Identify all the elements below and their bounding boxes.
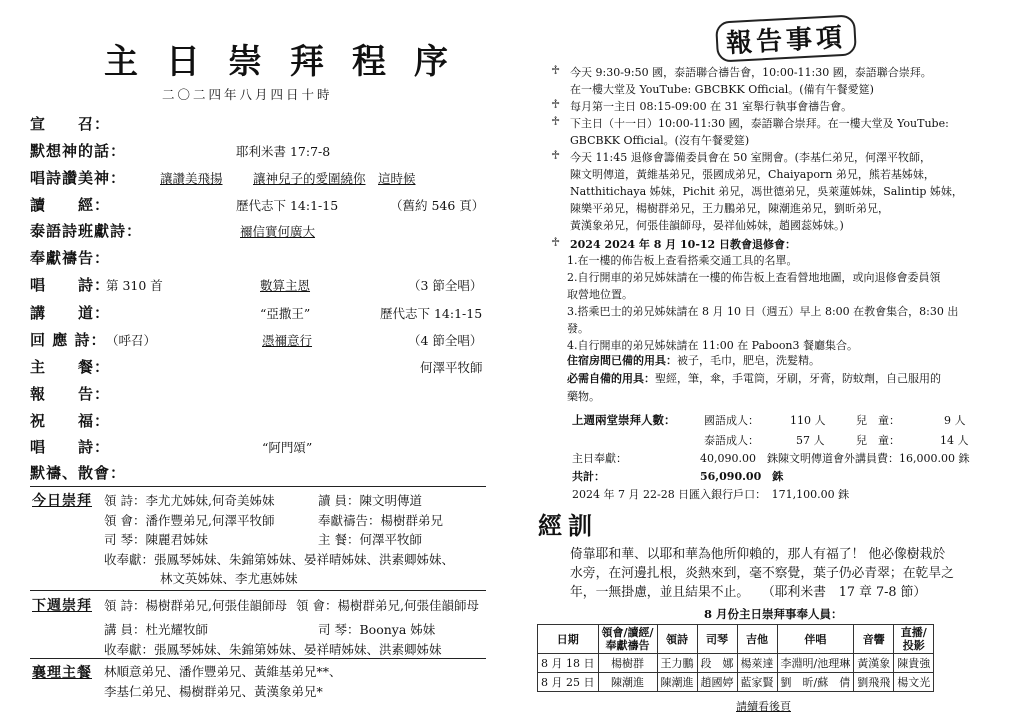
duty-header-cell: 司琴 (697, 625, 737, 654)
duty-cell: 楊文光 (894, 673, 934, 692)
order-content: （舊約 546 頁） (390, 198, 485, 213)
mandarin-adult-label: 國語成人： (704, 414, 759, 427)
order-content: “亞撒王” (260, 306, 311, 321)
verse-line-3: 年，一無掛慮，並且結果不止。 （耶利米書 17 章 7-8 節） (570, 585, 927, 600)
next-mc: 領 會：楊樹群弟兄,何張佳韻師母 (296, 598, 479, 613)
mandarin-child-count: 9 人 (944, 414, 966, 427)
announcement-line: 今天 9:30-9:50 國，泰語聯合禱告會，10:00-11:30 國，泰語聯合崇拜。 (570, 66, 932, 79)
retreat-line: 4.自行開車的弟兄姊妹請在 11:00 在 Paboon3 餐廳集合。 (567, 339, 859, 352)
duty-cell: 王力鵬 (657, 654, 697, 673)
duty-cell: 陳潮進 (598, 673, 657, 692)
today-lead: 領 詩：李尤尤姊妹,何奇美姊妹 (104, 493, 275, 508)
today-heading: 今日崇拜 (32, 493, 92, 509)
announcement-line: 黃漢象弟兄，何張佳韻師母，晏祥仙姊妹，趙國蕊姊妹。) (570, 219, 844, 232)
next-heading: 下週崇拜 (32, 598, 92, 614)
announcement-line: 陳樂平弟兄，楊樹群弟兄，王力鵬弟兄，陳潮進弟兄，劉昕弟兄， (570, 202, 889, 215)
thai-adult-count: 57 人 (796, 434, 825, 447)
duty-cell: 楊萊達 (737, 654, 777, 673)
duty-roster-table (537, 624, 934, 692)
duty-cell: 陳貴強 (894, 654, 934, 673)
order-content: 歷代志下 14:1-15 (236, 198, 339, 213)
order-content: （4 節全唱） (408, 333, 483, 348)
today-mc: 領 會：潘作豐弟兄,何澤平牧師 (104, 513, 275, 528)
thai-child-count: 14 人 (940, 434, 969, 447)
total-amount: 56,090.00 銖 (700, 470, 784, 483)
cross-icon: ♱ (551, 97, 561, 111)
duty-header-cell: 領詩 (657, 625, 697, 654)
announcement-line: 今天 11:45 退修會籌備委員會在 50 室開會。(李基仁弟兄，何澤平牧師， (570, 151, 931, 164)
duty-cell: 劉 昕/蘇 倩 (777, 673, 854, 692)
duty-header-cell: 伴唱 (777, 625, 854, 654)
verse-heading: 經訓 (538, 512, 598, 540)
divider (30, 658, 486, 659)
elders-line-2: 李基仁弟兄、楊樹群弟兄、黃漢象弟兄* (104, 684, 323, 699)
next-lead: 領 詩：楊樹群弟兄,何張佳韻師母 (104, 598, 287, 613)
today-interp: 讀 員：陳文明傳道 (318, 493, 422, 508)
service-date: 二〇二四年八月四日十時 (162, 87, 333, 102)
order-content: 憑禰意行 (262, 333, 313, 348)
duty-header-cell: 音響 (854, 625, 894, 654)
lecturer-fee: 陳文明傳道會外講員費：16,000.00 銖 (778, 452, 970, 465)
retreat-line: 取營地位置。 (567, 288, 633, 301)
today-ushers: 收奉獻：張鳳琴姊妹、朱錦第姊妹、晏祥晴姊妹、洪素卿姊妹、 (104, 552, 455, 567)
thai-adult-label: 泰語成人： (704, 434, 759, 447)
retreat-heading: 2024 2024 年 8 月 10-12 日教會退修會： (570, 238, 797, 251)
today-offering-prayer: 奉獻禱告：楊樹群弟兄 (318, 513, 444, 528)
cross-icon: ♱ (551, 148, 561, 162)
retreat-line: 2.自行開車的弟兄姊妹請在一樓的佈告板上查看營地地圖，或向退修會委員領 (567, 271, 941, 284)
order-content: 何澤平牧師 (420, 360, 483, 375)
next-ushers: 收奉獻：張鳳琴姊妹、朱錦第姊妹、晏祥晴姊妹、洪素卿姊妹 (104, 642, 442, 657)
today-ushers-cont: 林文英姊妹、李尤惠姊妹 (160, 571, 298, 586)
announcement-line: 下主日（十一日）10:00-11:30 國，泰語聯合崇拜。在一樓大堂及 YouTube: (570, 117, 949, 130)
order-content: 數算主恩 (260, 278, 311, 293)
elders-heading: 襄理主餐 (32, 665, 92, 681)
divider (30, 486, 486, 487)
duty-title: 8 月份主日崇拜事奉人員： (704, 607, 843, 621)
order-label: 默禱、散會： (30, 464, 127, 482)
order-content: 讓讚美飛揚 (160, 171, 223, 186)
order-label: 奉獻禱告： (30, 249, 111, 267)
duty-cell: 李淵明/池理琳 (777, 654, 854, 673)
order-label: 報 告： (30, 385, 111, 403)
retreat-bring: 必需自備的用具：聖經，筆，傘，手電筒，牙刷，牙膏，防蚊劑，自己服用的 (567, 372, 941, 385)
retreat-bring-cont: 藥物。 (567, 390, 600, 403)
order-content: （呼召） (106, 333, 157, 348)
order-label: 泰語詩班獻詩： (30, 222, 143, 240)
order-content: 禰信實何廣大 (240, 224, 316, 239)
cross-icon: ♱ (551, 63, 561, 77)
order-content: 第 310 首 (106, 278, 163, 293)
order-label: 默想神的話： (30, 142, 127, 160)
today-piano: 司 琴：陳麗君姊妹 (104, 532, 208, 547)
duty-header-cell: 直播/ 投影 (894, 625, 934, 654)
announcement-line: 每月第一主日 08:15-09:00 在 31 室舉行執事會禱告會。 (570, 100, 853, 113)
order-label: 唱 詩： (30, 276, 111, 294)
duty-cell: 段 娜 (697, 654, 737, 673)
retreat-line: 1.在一樓的佈告板上查看搭乘交通工具的名單。 (567, 254, 798, 267)
offering-amount: 40,090.00 銖 (700, 452, 778, 465)
order-label: 宣 召： (30, 115, 111, 133)
cross-icon: ♱ (551, 114, 561, 128)
today-communion: 主 餐：何澤平牧師 (318, 532, 422, 547)
next-piano: 司 琴：Boonya 姊妹 (318, 622, 436, 637)
offering-label: 主日奉獻： (572, 452, 627, 465)
retreat-line: 3.搭乘巴士的弟兄姊妹請在 8 月 10 日（週五）早上 8:00 在教會集合，8:30 出 (567, 305, 959, 318)
duty-cell: 趙國婷 (697, 673, 737, 692)
verse-line-2: 水旁，在河邊扎根，炎熱來到，毫不察覺，葉子仍必青翠；在乾旱之 (570, 566, 954, 581)
order-content: 耶利米書 17:7-8 (236, 144, 331, 159)
duty-header-cell: 吉他 (737, 625, 777, 654)
order-label: 祝 福： (30, 412, 111, 430)
order-content: （3 節全唱） (408, 278, 483, 293)
total-label: 共計： (572, 470, 605, 483)
duty-cell: 黃漢象 (854, 654, 894, 673)
mandarin-child-label: 兒 童： (856, 414, 900, 427)
order-label: 回 應 詩： (30, 331, 107, 349)
announcement-line: GBCBKK Official。(沒有午餐愛筵) (570, 134, 750, 147)
order-label: 講 道： (30, 304, 111, 322)
cross-icon: ♱ (551, 235, 561, 249)
thai-child-label: 兒 童： (856, 434, 900, 447)
duty-cell: 8 月 18 日 (538, 654, 599, 673)
order-content: 讓神兒子的愛圍繞你 (253, 171, 366, 186)
continue-link[interactable]: 請續看後頁 (736, 700, 791, 713)
retreat-prepared: 住宿房間已備的用具：被子，毛巾，肥皂，洗髮精。 (567, 354, 820, 367)
duty-cell: 陳潮進 (657, 673, 697, 692)
order-label: 唱 詩： (30, 438, 111, 456)
announcement-line: Natthitichaya 姊妹，Pichit 弟兄，馮世德弟兄，吳萊蓮姊妹，Salintip 姊妹， (570, 185, 963, 198)
retreat-line: 發。 (567, 322, 589, 335)
announcement-line: 在一樓大堂及 YouTube: GBCBKK Official。(備有午餐愛筵) (570, 83, 874, 96)
mandarin-adult-count: 110 人 (790, 414, 826, 427)
announcements-title: 報告事項 (715, 14, 857, 62)
duty-row (538, 654, 934, 673)
order-label: 主 餐： (30, 358, 111, 376)
duty-cell: 劉飛飛 (854, 673, 894, 692)
verse-line-1: 倚靠耶和華、以耶和華為他所仰賴的，那人有福了！ 他必像樹栽於 (570, 547, 946, 562)
duty-row (538, 673, 934, 692)
order-content: “阿門頌” (262, 440, 313, 455)
duty-cell: 8 月 25 日 (538, 673, 599, 692)
elders-line-1: 林順意弟兄、潘作豐弟兄、黃維基弟兄**、 (104, 664, 342, 679)
duty-header-cell: 日期 (538, 625, 599, 654)
duty-cell: 楊樹群 (598, 654, 657, 673)
order-content: 這時候 (378, 171, 416, 186)
duty-header-cell: 領會/讀經/ 奉獻禱告 (598, 625, 657, 654)
order-label: 讀 經： (30, 196, 111, 214)
program-title: 主日崇拜程序 (104, 42, 476, 82)
order-label: 唱詩讚美神： (30, 169, 127, 187)
attendance-label: 上週兩堂崇拜人數： (572, 413, 676, 427)
duty-cell: 藍家賢 (737, 673, 777, 692)
bank-deposit: 2024 年 7 月 22-28 日匯入銀行戶口： 171,100.00 銖 (572, 488, 850, 501)
order-content: 歷代志下 14:1-15 (380, 306, 483, 321)
announcement-line: 陳文明傳道，黃維基弟兄，張國成弟兄，Chaiyaporn 弟兄，熊若基姊妹， (570, 168, 935, 181)
next-interp: 講 員：杜光耀牧師 (104, 622, 208, 637)
divider (30, 590, 486, 591)
